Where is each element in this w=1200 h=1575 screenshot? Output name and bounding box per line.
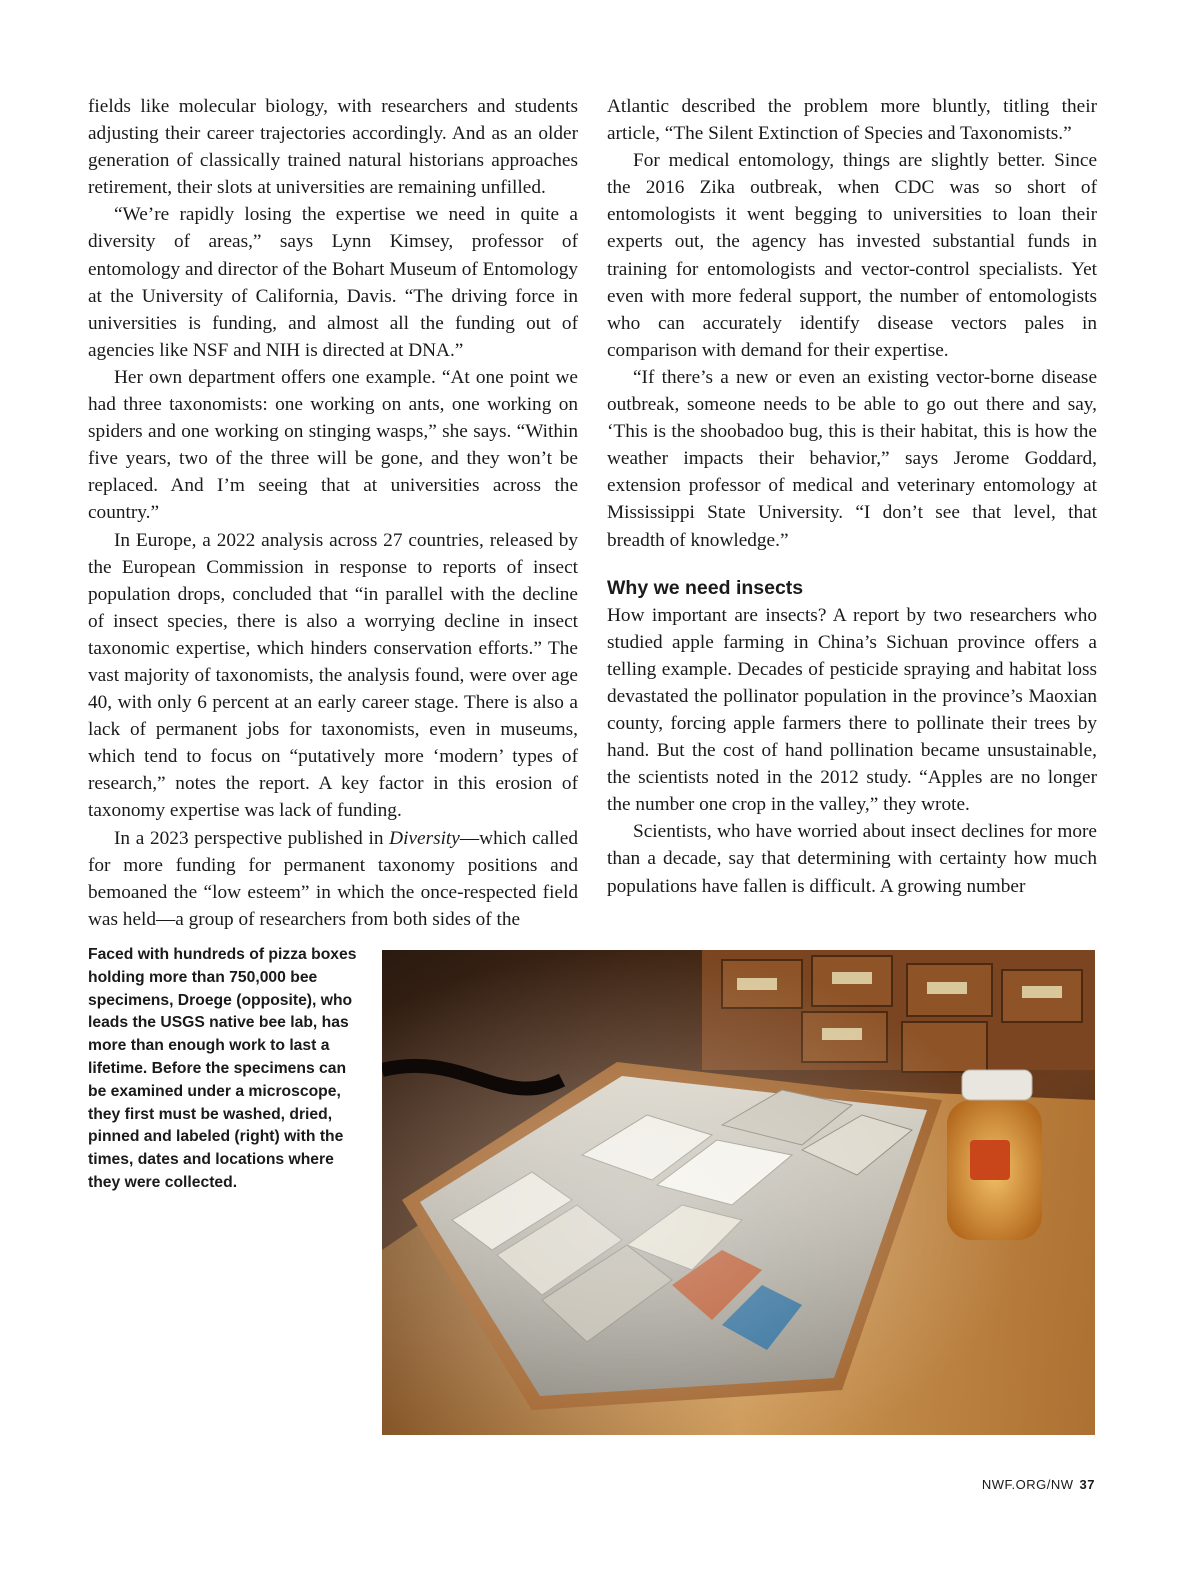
right-text-column — [607, 93, 1097, 900]
page-footer — [982, 1477, 1095, 1492]
body-paragraph — [88, 825, 578, 933]
paragraph-text: In a 2023 perspective published in — [114, 827, 390, 849]
paragraph-text: —which called for more funding for permanent taxonomy positions and bemoaned the “low esteem” in which the once-respected field was held—a group of researchers from both sides of the — [88, 827, 578, 930]
body-paragraph: “We’re rapidly losing the expertise we need in quite a diversity of areas,” says Lynn Kimsey, professor of entomology and director of the Bohart Museum of Entomology at the University of California, Davis. “The driving force in universities is funding, and almost all the funding out of agencies like NSF and NIH is directed at DNA.” — [88, 204, 578, 361]
left-text-column — [88, 93, 578, 933]
site-url: NWF.ORG/NW — [981, 1477, 1074, 1492]
body-paragraph: Her own department offers one example. “At one point we had three taxonomists: one working on ants, one working on spiders and one working on stinging wasps,” she says. “Within five years, two of the three will be gone, and they won’t be replaced. And I’m seeing that at universities across the country.” — [88, 366, 578, 524]
photo-caption: Faced with hundreds of pizza boxes holding more than 750,000 bee specimens, Droege (opposite), who leads the USGS native bee lab, has more than enough work to last a lifetime. Before the specimens can be examined under a microscope, they first must be washed, dried, pinned and labeled (right) with the times, dates and locations where they were collected. — [88, 946, 357, 1191]
body-paragraph: Atlantic described the problem more bluntly, titling their article, “The Silent Extinction of Species and Taxonomists.” — [607, 96, 1097, 145]
page-number: 37 — [1079, 1477, 1095, 1492]
body-paragraph: For medical entomology, things are slightly better. Since the 2016 Zika outbreak, when CDC was so short of entomologists it went begging to universities to loan their experts out, the agency has invested substantial funds in training for entomologists and vector-control specialists. Yet even with more federal support, the number of entomologists who can accurately identify disease vectors pales in comparison with demand for their expertise. — [607, 150, 1097, 361]
body-paragraph: How important are insects? A report by two researchers who studied apple farming in China’s Sichuan province offers a telling example. Decades of pesticide spraying and habitat loss devastated the pollinator population in the province’s Maoxian county, forcing apple farmers there to pollinate their trees by hand. But the cost of hand pollination became unsustainable, the scientists noted in the 2012 study. “Apples are no longer the number one crop in the valley,” they wrote. — [607, 604, 1097, 816]
specimen-drawer-photo — [382, 950, 1095, 1435]
body-paragraph: In Europe, a 2022 analysis across 27 countries, released by the European Commission in response to reports of insect population drops, concluded that “in parallel with the decline of insect species, there is also a worrying decline in insect taxonomic expertise, which hinders conservation efforts.” The vast majority of taxonomists, the analysis found, were over age 40, with only 6 percent at an early career stage. There is also a lack of permanent jobs for taxonomists, even in museums, which tend to focus on “putatively more ‘modern’ types of research,” notes the report. A key factor in this erosion of taxonomy expertise was lack of funding. — [88, 529, 578, 822]
body-paragraph: fields like molecular biology, with researchers and students adjusting their career trajectories accordingly. And as an older generation of classically trained natural historians approaches retirement, their slots at universities are remaining unfilled. — [88, 96, 578, 199]
drawer-of-pinned-bee-specimens-photo — [382, 950, 1095, 1435]
body-paragraph: “If there’s a new or even an existing vector-borne disease outbreak, someone needs to be able to go out there and say, ‘This is the shoobadoo bug, this is their habitat, this is how the weather impacts their behavior,” says Jerome Goddard, extension professor of medical and veterinary entomology at Mississippi State University. “I don’t see that level, that breadth of knowledge.” — [607, 366, 1097, 551]
section-heading: Why we need insects — [607, 576, 804, 599]
body-paragraph: Scientists, who have worried about insect declines for more than a decade, say that determining with certainty how much populations have fallen is difficult. A growing number — [607, 821, 1097, 897]
journal-title: Diversity — [389, 827, 460, 849]
